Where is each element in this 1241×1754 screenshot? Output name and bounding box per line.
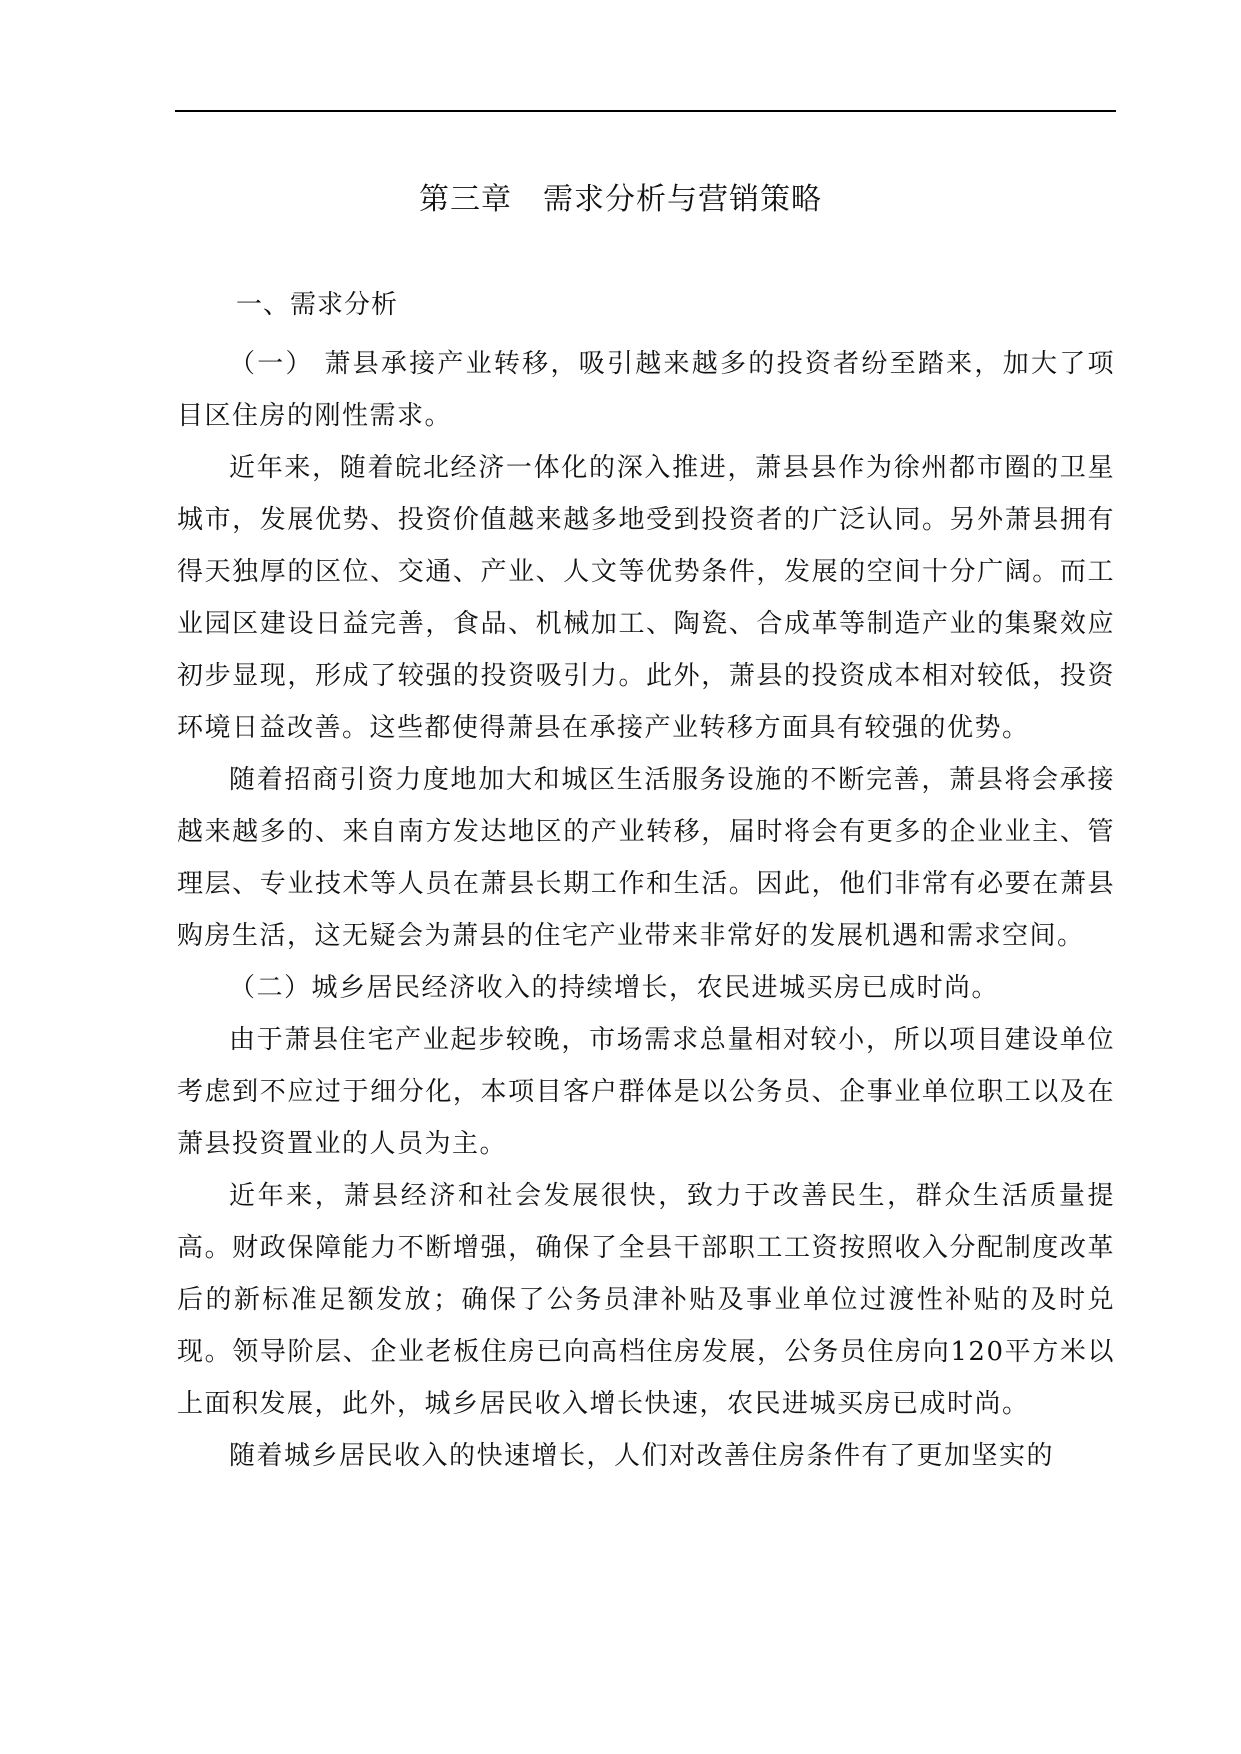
paragraph: 近年来，萧县经济和社会发展很快，致力于改善民生，群众生活质量提高。财政保障能力不断增强，确保了全县干部职工工资按照收入分配制度改革后的新标准足额发放；确保了公务员津补贴及事业单位过渡性补贴的及时兑现。领导阶层、企业老板住房已向高档住房发展，公务员住房向120平方米以上面积发展，此外，城乡居民收入增长快速，农民进城买房已成时尚。: [177, 1181, 1115, 1419]
paragraph: 由于萧县住宅产业起步较晚，市场需求总量相对较小，所以项目建设单位考虑到不应过于细分化，本项目客户群体是以公务员、企事业单位职工以及在萧县投资置业的人员为主。: [177, 1025, 1115, 1159]
paragraph: 近年来，随着皖北经济一体化的深入推进，萧县县作为徐州都市圈的卫星城市，发展优势、投资价值越来越多地受到投资者的广泛认同。另外萧县拥有得天独厚的区位、交通、产业、人文等优势条件，发展的空间十分广阔。而工业园区建设日益完善，食品、机械加工、陶瓷、合成革等制造产业的集聚效应初步显现，形成了较强的投资吸引力。此外，萧县的投资成本相对较低，投资环境日益改善。这些都使得萧县在承接产业转移方面具有较强的优势。: [177, 453, 1115, 743]
section-heading: 一、需求分析: [236, 290, 399, 320]
paragraph: 随着招商引资力度地加大和城区生活服务设施的不断完善，萧县将会承接越来越多的、来自南方发达地区的产业转移，届时将会有更多的企业业主、管理层、专业技术等人员在萧县长期工作和生活。因此，他们非常有必要在萧县购房生活，这无疑会为萧县的住宅产业带来非常好的发展机遇和需求空间。: [177, 765, 1115, 951]
paragraph: 随着城乡居民收入的快速增长，人们对改善住房条件有了更加坚实的: [229, 1441, 1055, 1471]
header-rule: [175, 110, 1116, 112]
paragraph: （二）城乡居民经济收入的持续增长，农民进城买房已成时尚。: [229, 973, 1000, 1003]
chapter-title: 第三章 需求分析与营销策略: [419, 182, 822, 217]
paragraph: （一） 萧县承接产业转移，吸引越来越多的投资者纷至踏来，加大了项目区住房的刚性需求。: [177, 349, 1115, 431]
body-text: [177, 338, 1115, 1482]
